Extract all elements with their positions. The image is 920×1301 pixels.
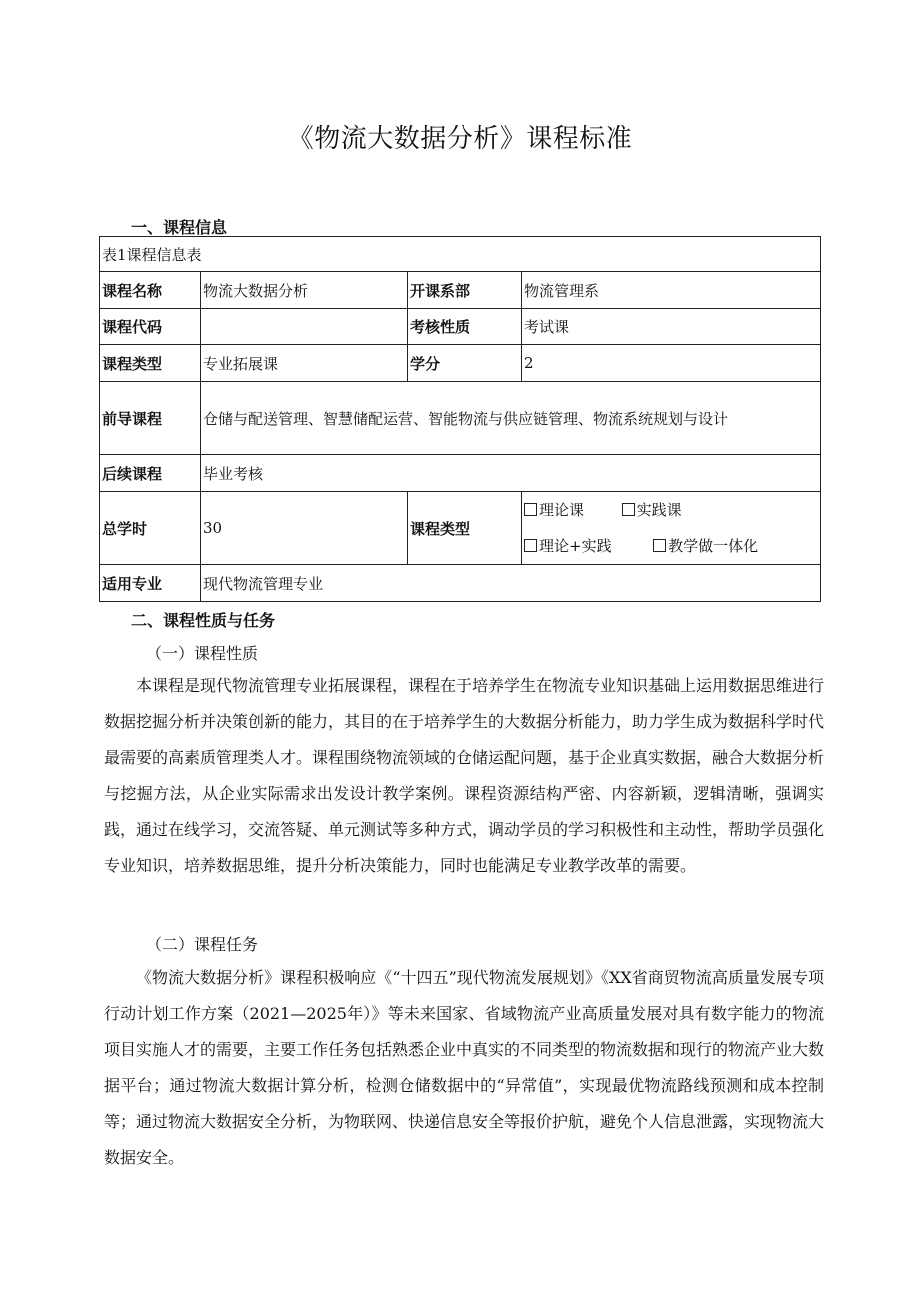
followup-label: 后续课程 [100, 455, 201, 492]
course-name-label: 课程名称 [100, 272, 201, 309]
category-options [522, 492, 821, 565]
course-type-value: 专业拓展课 [201, 345, 408, 382]
checkbox-theory[interactable]: 理论课 [524, 501, 584, 519]
checkbox-square-icon [524, 503, 537, 516]
paragraph-course-tasks [104, 960, 824, 1176]
course-code-value [201, 309, 408, 345]
course-info-table [99, 236, 821, 602]
checkbox-practice[interactable]: 实践课 [622, 501, 682, 519]
checkbox-square-icon [653, 539, 666, 552]
major-value: 现代物流管理专业 [201, 565, 821, 602]
course-name-value: 物流大数据分析 [201, 272, 408, 309]
department-label: 开课系部 [408, 272, 522, 309]
prereq-value: 仓储与配送管理、智慧储配运营、智能物流与供应链管理、物流系统规划与设计 [201, 382, 821, 455]
table-caption: 表1课程信息表 [100, 237, 821, 272]
department-value: 物流管理系 [522, 272, 821, 309]
checkbox-square-icon [622, 503, 635, 516]
exam-type-value: 考试课 [522, 309, 821, 345]
paragraph-text: 本课程是现代物流管理专业拓展课程，课程在于培养学生在物流专业知识基础上运用数据思维进行数据挖掘分析并决策创新的能力，其目的在于培养学生的大数据分析能力，助力学生成为数据科学时代最需要的高素质管理类人才。课程围绕物流领域的仓储运配问题，基于企业真实数据，融合大数据分析与挖掘方法，从企业实际需求出发设计教学案例。课程资源结构严密、内容新颖，逻辑清晰，强调实践，通过在线学习，交流答疑、单元测试等多种方式，调动学员的学习积极性和主动性，帮助学员强化专业知识，培养数据思维，提升分析决策能力，同时也能满足专业教学改革的需要。 [104, 676, 825, 875]
major-label: 适用专业 [100, 565, 201, 602]
section-heading-nature-tasks: 二、课程性质与任务 [131, 611, 276, 630]
subheading-course-tasks: （二）课程任务 [146, 935, 259, 954]
paragraph-course-nature [104, 668, 824, 884]
checkbox-integrated[interactable]: 教学做一体化 [653, 537, 758, 555]
prereq-label: 前导课程 [100, 382, 201, 455]
paragraph-text: 《物流大数据分析》课程积极响应《“十四五”现代物流发展规划》《XX省商贸物流高质量发展专项行动计划工作方案（2021—2025年）》等未来国家、省域物流产业高质量发展对具有数字能力的物流项目实施人才的需要，主要工作任务包括熟悉企业中真实的不同类型的物流数据和现行的物流产业大数据平台；通过物流大数据计算分析，检测仓储数据中的“异常值”，实现最优物流路线预测和成本控制等；通过物流大数据安全分析，为物联网、快递信息安全等报价护航，避免个人信息泄露，实现物流大数据安全。 [104, 968, 825, 1167]
category-label: 课程类型 [408, 492, 522, 565]
subheading-course-nature: （一）课程性质 [146, 644, 259, 663]
course-code-label: 课程代码 [100, 309, 201, 345]
checkbox-square-icon [524, 539, 537, 552]
hours-label: 总学时 [100, 492, 201, 565]
page-title: 《物流大数据分析》课程标准 [287, 124, 633, 154]
exam-type-label: 考核性质 [408, 309, 522, 345]
credit-value: 2 [522, 345, 821, 382]
credit-label: 学分 [408, 345, 522, 382]
checkbox-theory-practice[interactable]: 理论+实践 [524, 537, 612, 555]
course-type-label: 课程类型 [100, 345, 201, 382]
hours-value: 30 [201, 492, 408, 565]
followup-value: 毕业考核 [201, 455, 821, 492]
section-heading-course-info: 一、课程信息 [131, 218, 228, 237]
